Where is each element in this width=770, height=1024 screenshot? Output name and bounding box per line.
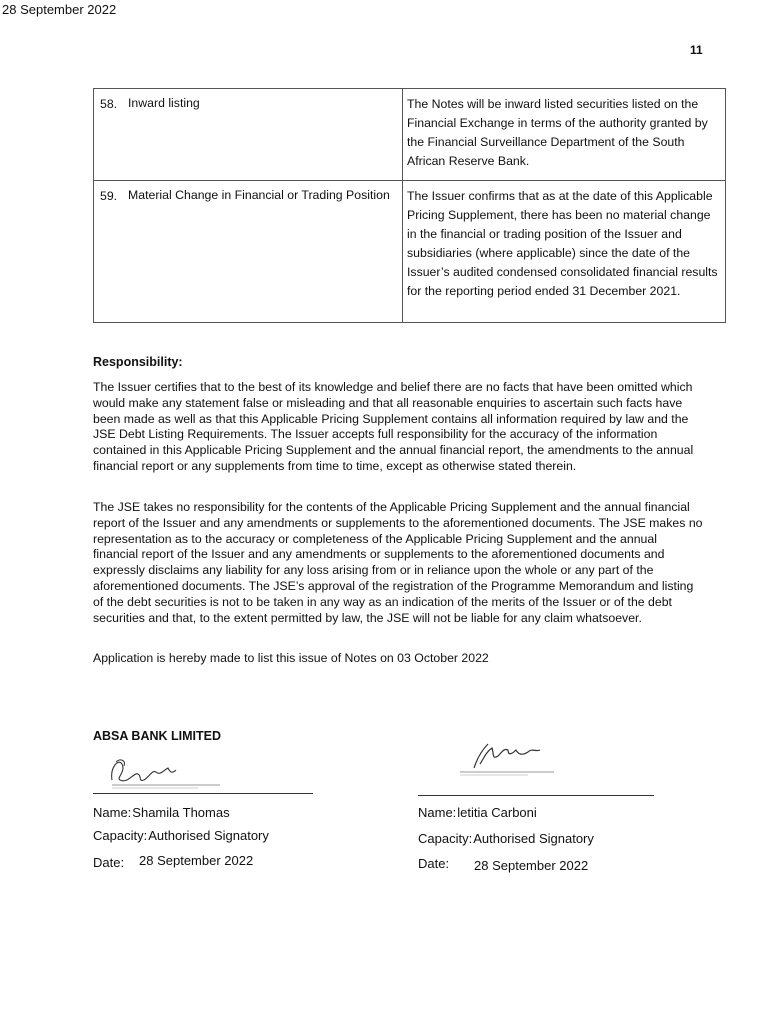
terms-table: [93, 88, 726, 323]
signature-line-right: [418, 795, 654, 796]
name-label: Name:: [93, 805, 132, 820]
table-row: [94, 181, 726, 323]
left-date-label: Date:: [93, 855, 125, 870]
left-signature-date: 28 September 2022: [139, 853, 254, 868]
right-signatory-capacity: Authorised Signatory: [473, 831, 594, 846]
page-number: 11: [690, 43, 703, 57]
signature-mark-right: [458, 738, 568, 782]
row-number: 58.: [94, 89, 123, 181]
right-signatory-name: letitia Carboni: [457, 805, 537, 820]
left-capacity-field: [93, 828, 269, 843]
responsibility-heading: Responsibility:: [93, 355, 183, 369]
right-name-field: [418, 805, 537, 820]
name-label: Name:: [418, 805, 457, 820]
row-number: 59.: [94, 181, 123, 323]
left-signatory-capacity: Authorised Signatory: [148, 828, 269, 843]
table-row: [94, 89, 726, 181]
date-stamp: 28 September 2022: [2, 2, 117, 17]
row-label: Inward listing: [122, 89, 403, 181]
row-value: The Issuer confirms that as at the date of this Applicable Pricing Supplement, there has been no material change in the financial or trading position of the Issuer and subsidiaries (where applicable) since the date of the Issuer’s audited condensed consolidated financial results for the reporting period ended 31 December 2021.: [403, 181, 726, 323]
company-name: ABSA BANK LIMITED: [93, 729, 222, 743]
right-capacity-field: [418, 831, 594, 846]
capacity-label: Capacity:: [93, 828, 148, 843]
application-statement: Application is hereby made to list this issue of Notes on 03 October 2022: [93, 651, 489, 665]
right-signature-date: 28 September 2022: [474, 858, 589, 873]
right-date-label: Date:: [418, 856, 450, 871]
signature-line-left: [93, 793, 313, 794]
signature-mark-left: [108, 754, 228, 792]
row-value: The Notes will be inward listed securities listed on the Financial Exchange in terms of the authority granted by the Financial Surveillance Department of the South African Reserve Bank.: [403, 89, 726, 181]
capacity-label: Capacity:: [418, 831, 473, 846]
left-signatory-name: Shamila Thomas: [132, 805, 230, 820]
left-name-field: [93, 805, 230, 820]
row-label: Material Change in Financial or Trading Position: [122, 181, 403, 323]
jse-disclaimer-paragraph: The JSE takes no responsibility for the contents of the Applicable Pricing Supplement and the annual financial report of the Issuer and any amendments or supplements to the aforementioned documents. The JSE makes no representation as to the accuracy or completeness of the Applicable Pricing Supplement and the annual financial report of the Issuer and any amendments or supplements to the aforementioned documents and expressly disclaims any liability for any loss arising from or in reliance upon the whole or any part of the aforementioned documents. The JSE’s approval of the registration of the Programme Memorandum and listing of the debt securities is not to be taken in any way as an indication of the merits of the Issuer or of the debt securities and that, to the extent permitted by law, the JSE will not be liable for any claim whatsoever.: [93, 500, 703, 625]
responsibility-paragraph: The Issuer certifies that to the best of its knowledge and belief there are no facts that have been omitted which would make any statement false or misleading and that all reasonable enquiries to ascertain such facts have been made as well as that this Applicable Pricing Supplement contains all information required by law and the JSE Debt Listing Requirements. The Issuer accepts full responsibility for the accuracy of the information contained in this Applicable Pricing Supplement and the annual financial report, the amendments to the annual financial report or any supplements from time to time, except as otherwise stated therein.: [93, 380, 694, 473]
